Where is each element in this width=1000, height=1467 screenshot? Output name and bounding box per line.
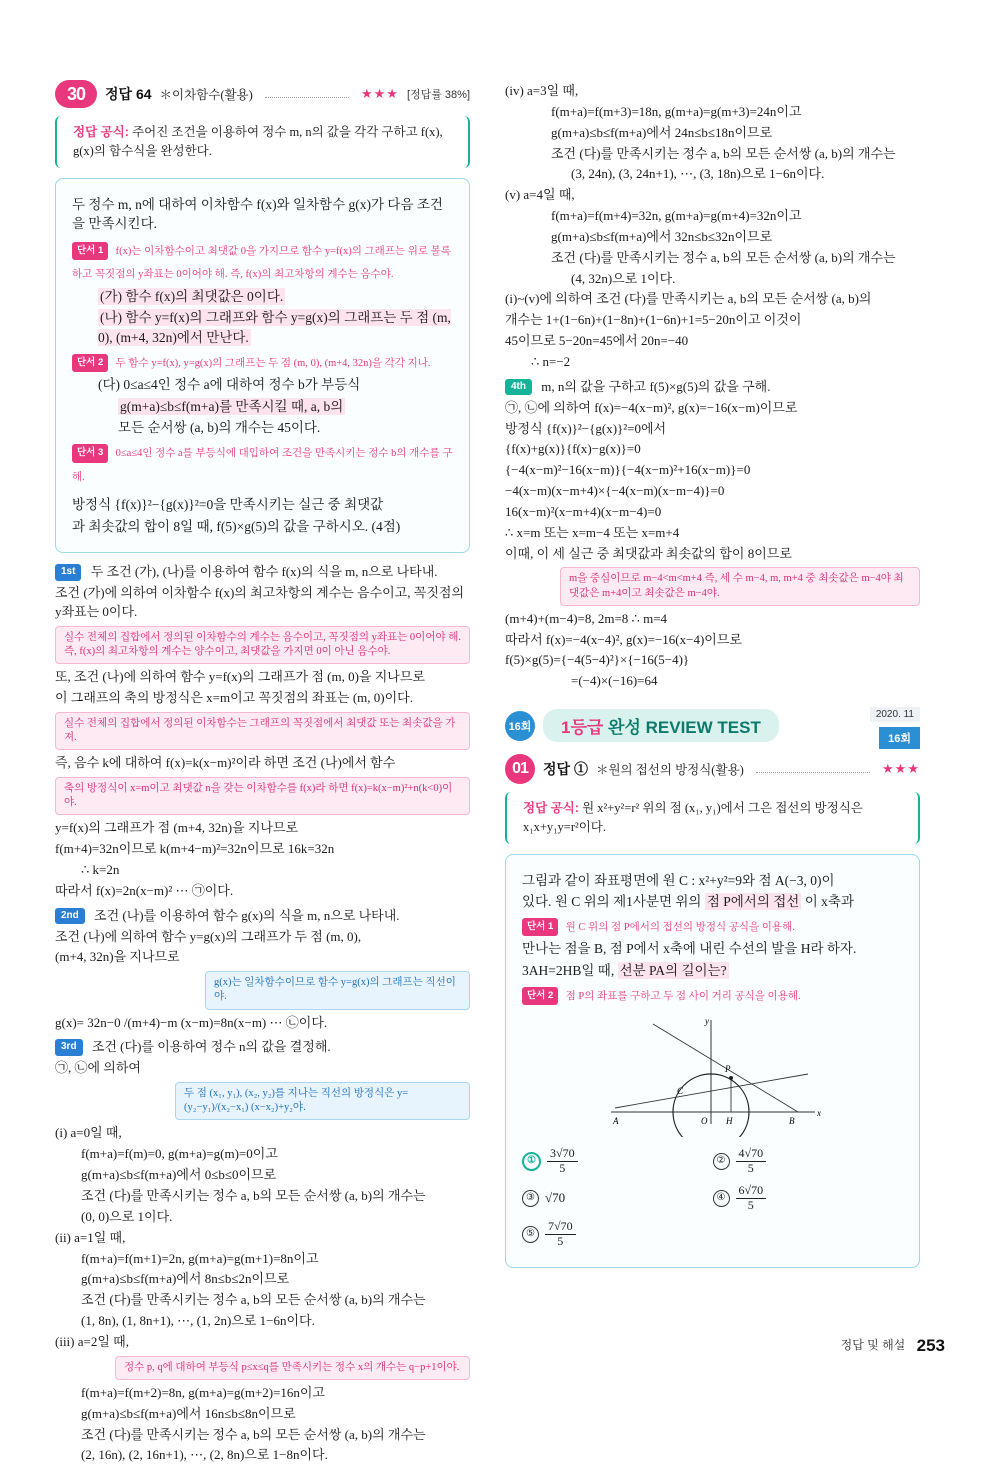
q01-hint-badge-1: 단서 1	[522, 918, 558, 937]
q01-line-4-text: 3AH=2HB일 때,	[522, 962, 615, 978]
topic-label: ＊이차함수(활용)	[159, 88, 253, 102]
choice-2-denominator: 5	[747, 1160, 754, 1175]
step-3	[55, 1038, 470, 1057]
choice-2[interactable]	[713, 1147, 904, 1176]
formula-box-30	[55, 116, 470, 168]
annotation-5: 두 점 (x₁, y₁), (x₂, y₂)를 지나는 직선의 방정식은 y= (y₂−y₁)/(x₂−x₁) (x−x₂)+y₂야.	[175, 1082, 470, 1120]
right-line-2: f(m+a)=f(m+3)=18n, g(m+a)=g(m+3)=24n이고	[551, 103, 802, 119]
choice-4-value	[736, 1184, 767, 1213]
solution-line-21: 조건 (다)를 만족시키는 정수 a, b의 모든 순서쌍 (a, b)의 개수는	[81, 1292, 426, 1308]
right-line-23: (m+4)+(m−4)=8, 2m=8 ∴ m=4	[505, 610, 668, 626]
right-line-18: {−4(x−m)²−16(x−m)}{−4(x−m)²+16(x−m)}=0	[505, 462, 751, 478]
problem-box-01	[505, 854, 920, 1268]
choice-1-denominator: 5	[559, 1160, 566, 1175]
topic-label-01: ＊원의 접선의 방정식(활용)	[595, 763, 744, 778]
q01-line-4-highlight: 선분 PA의 길이는?	[619, 962, 727, 978]
answer-label-01: 정답 ①	[543, 761, 588, 778]
right-line-9: 조건 (다)를 만족시키는 정수 a, b의 모든 순서쌍 (a, b)의 개수는	[551, 249, 896, 265]
solution-line-22: (1, 8n), (1, 8n+1), ⋯, (1, 2n)으로 1−6n이다.	[81, 1313, 315, 1329]
choice-5[interactable]	[522, 1220, 713, 1249]
review-title	[543, 709, 779, 742]
solution-line-7: ∴ k=2n	[81, 862, 120, 878]
choice-2-value	[736, 1147, 767, 1176]
solution-line-5: y=f(x)의 그래프가 점 (m+4, 32n)을 지나므로	[55, 820, 299, 836]
solution-line-20: g(m+a)≤b≤f(m+a)에서 8n≤b≤2n이므로	[81, 1271, 290, 1287]
right-line-25: f(5)×g(5)={−4(5−4)²}×{−16(5−4)}	[505, 652, 690, 668]
dot-leader	[265, 87, 349, 98]
problem-box-30	[55, 178, 470, 554]
right-line-12: 개수는 1+(1−6n)+(1−8n)+(1−6n)+1=5−20n이고 이것이	[505, 312, 802, 328]
hint-text-2: 두 함수 y=f(x), y=g(x)의 그래프는 두 점 (m, 0), (m+4, 32n)을 각각 지나.	[115, 357, 431, 369]
side-round-tab: 16회	[879, 727, 920, 749]
svg-text:x: x	[816, 1108, 821, 1119]
svg-text:A: A	[612, 1116, 618, 1127]
hint-badge-3: 단서 3	[72, 444, 108, 463]
solution-line-14: f(m+a)=f(m)=0, g(m+a)=g(m)=0이고	[81, 1146, 278, 1162]
choice-4[interactable]	[713, 1184, 904, 1213]
answer-label: 정답 64	[105, 86, 152, 102]
right-line-13: 45이므로 5−20n=45에서 20n=−40	[505, 333, 689, 349]
svg-text:O: O	[700, 1116, 707, 1127]
solution-line-26: 조건 (다)를 만족시키는 정수 a, b의 모든 순서쌍 (a, b)의 개수는	[81, 1426, 426, 1442]
right-line-22: 이때, 이 세 실근 중 최댓값과 최솟값의 합이 8이므로	[505, 545, 792, 561]
solution-line-1: 조건 (가)에 의하여 이차함수 f(x)의 최고차항의 계수는 음수이고, 꼭짓점의 y좌표는 0이다.	[55, 585, 465, 619]
svg-text:C: C	[676, 1086, 683, 1097]
right-line-7: f(m+a)=f(m+4)=32n, g(m+a)=g(m+4)=32n이고	[551, 208, 802, 224]
problem-tail-2: 과 최솟값의 합이 8일 때, f(5)×g(5)의 값을 구하시오. (4점)	[72, 518, 401, 534]
correct-rate: [정답률 38%]	[406, 89, 470, 101]
solution-line-12: ㉠, ㉡에 의하여	[55, 1060, 141, 1076]
formula-text-01-a: 원 x²+y²=r² 위의 점 (x₁, y₁)에서 그은 접선의 방정식은	[582, 801, 863, 816]
formula-box-01	[505, 792, 920, 844]
choice-list	[522, 1143, 903, 1253]
svg-text:B: B	[788, 1116, 794, 1127]
choice-5-numerator: 7√70	[545, 1220, 576, 1235]
solution-line-10: (m+4, 32n)을 지나므로	[55, 949, 180, 965]
solution-line-15: g(m+a)≤b≤f(m+a)에서 0≤b≤0이므로	[81, 1167, 277, 1183]
right-line-15: ㉠, ㉡에 의하여 f(x)=−4(x−m)², g(x)=−16(x−m)이므로	[505, 399, 798, 415]
choice-2-numerator: 4√70	[736, 1147, 767, 1162]
solution-line-24: f(m+a)=f(m+2)=8n, g(m+a)=g(m+2)=16n이고	[81, 1384, 326, 1400]
page-footer	[841, 1336, 945, 1356]
right-line-24: 따라서 f(x)=−4(x−4)², g(x)=−16(x−4)이므로	[505, 631, 742, 647]
condition-da-line1: (다) 0≤a≤4인 정수 a에 대하여 정수 b가 부등식	[98, 377, 361, 393]
formula-text: 주어진 조건을 이용하여 정수 m, n의 값을 각각 구하고 f(x), g(x)의 함수식을 완성한다.	[73, 125, 443, 158]
right-line-19: −4(x−m)(x−m+4)×{−4(x−m)(x−m−4)}=0	[505, 483, 725, 499]
step-text-1: 두 조건 (가), (나)를 이용하여 함수 f(x)의 식을 m, n으로 나타내.	[90, 564, 438, 580]
annotation-3: 축의 방정식이 x=m이고 최댓값 n을 갖는 이차함수를 f(x)라 하면 f(x)=k(x−m)²+n(k<0)이야.	[55, 777, 470, 815]
question-01-number-badge: 01	[505, 754, 535, 784]
right-column	[505, 80, 920, 1268]
formula-tag: 정답 공식:	[73, 125, 129, 139]
choice-1-marker[interactable]: ①	[522, 1152, 541, 1171]
condition-da-line3: 모든 순서쌍 (a, b)의 개수는 45이다.	[118, 420, 321, 436]
right-line-26: =(−4)×(−16)=64	[571, 673, 658, 689]
q01-hint-text-1: 원 C 위의 점 P에서의 접선의 방정식 공식을 이용해.	[565, 921, 795, 933]
side-date-tab: 2020. 11	[870, 707, 920, 722]
difficulty-stars-01: ★★★	[882, 761, 920, 777]
solution-line-8: 따라서 f(x)=2n(x−m)² ⋯ ㉠이다.	[55, 882, 234, 898]
formula-text-01-b: x₁x+y₁y=r²이다.	[523, 819, 607, 834]
choice-3-marker[interactable]: ③	[522, 1190, 539, 1207]
condition-ga: (가) 함수 f(x)의 최댓값은 0이다.	[100, 288, 284, 304]
right-line-14: ∴ n=−2	[531, 353, 571, 369]
left-column	[55, 80, 470, 1467]
choice-3[interactable]	[522, 1184, 713, 1213]
solution-line-6: f(m+4)=32n이므로 k(m+4−m)²=32n이므로 16k=32n	[55, 841, 335, 857]
solution-line-19: f(m+a)=f(m+1)=2n, g(m+a)=g(m+1)=8n이고	[81, 1250, 319, 1266]
question-number-badge: 30	[55, 80, 97, 108]
solution-line-9: 조건 (나)에 의하여 함수 y=g(x)의 그래프가 두 점 (m, 0),	[55, 928, 362, 944]
right-line-11: (i)~(v)에 의하여 조건 (다)를 만족시키는 a, b의 모든 순서쌍 (a, b)의	[505, 291, 872, 307]
difficulty-stars: ★★★	[360, 86, 399, 101]
step-badge-2: 2nd	[55, 908, 85, 925]
hint-text-1: f(x)는 이차함수이고 최댓값 0을 가지므로 함수 y=f(x)의 그래프는 위로 볼록하고 꼭짓점의 y좌표는 0이어야 해. 즉, f(x)의 최고차항의 계수는 음수야.	[72, 245, 451, 281]
right-line-5: (3, 24n), (3, 24n+1), ⋯, (3, 18n)으로 1−6n이다.	[571, 166, 825, 182]
q01-hint-badge-2: 단서 2	[522, 987, 558, 1006]
svg-text:P: P	[724, 1064, 730, 1075]
step-text-4: m, n의 값을 구하고 f(5)×g(5)의 값을 구해.	[541, 378, 771, 394]
svg-text:y: y	[704, 1016, 709, 1027]
hint-badge-1: 단서 1	[72, 242, 108, 261]
q01-line-2-text: 있다. 원 C 위의 제1사분면 위의	[522, 894, 702, 910]
right-line-10: (4, 32n)으로 1이다.	[571, 270, 676, 286]
right-line-20: 16(x−m)²(x−m+4)(x−m−4)=0	[505, 503, 662, 519]
right-line-17: {f(x)+g(x)}{f(x)−g(x)}=0	[505, 441, 641, 457]
solution-line-11: g(x)= 32n−0 /(m+4)−m (x−m)=8n(x−m) ⋯ ㉡이다.	[55, 1014, 328, 1030]
question-30-header	[55, 80, 470, 108]
q01-line-2-end: 이 x축과	[804, 894, 854, 910]
right-line-8: g(m+a)≤b≤f(m+a)에서 32n≤b≤32n이므로	[551, 228, 773, 244]
right-line-3: g(m+a)≤b≤f(m+a)에서 24n≤b≤18n이므로	[551, 124, 773, 140]
svg-text:H: H	[725, 1116, 732, 1127]
hint-badge-2: 단서 2	[72, 354, 108, 373]
step-text-3: 조건 (다)를 이용하여 정수 n의 값을 결정해.	[91, 1039, 331, 1055]
condition-da-line2: g(m+a)≤b≤f(m+a)를 만족시킬 때, a, b의	[120, 398, 344, 414]
footer-label: 정답 및 해설	[840, 1338, 906, 1352]
right-line-21: ∴ x=m 또는 x=m−4 또는 x=m+4	[505, 524, 680, 540]
solution-line-23: (iii) a=2일 때,	[55, 1333, 129, 1349]
annotation-2: 실수 전체의 집합에서 정의된 이차함수는 그래프의 꼭짓점에서 최댓값 또는 최솟값을 가져.	[55, 712, 470, 750]
formula-tag-01: 정답 공식:	[523, 801, 579, 816]
annotation-right: m을 중심이므로 m−4<m<m+4 즉, 세 수 m−4, m, m+4 중 최솟값은 m−4야 최댓값은 m+4이고 최솟값은 m−4야.	[560, 567, 920, 605]
step-text-2: 조건 (나)를 이용하여 함수 g(x)의 식을 m, n으로 나타내.	[94, 907, 400, 923]
review-test-banner	[505, 709, 920, 746]
solution-line-4: 즉, 음수 k에 대하여 f(x)=k(x−m)²이라 하면 조건 (나)에서 함수	[55, 755, 396, 771]
problem-line-1: 두 정수 m, n에 대하여 이차함수 f(x)와 일차함수 g(x)가 다음 조건을 만족시킨다.	[72, 196, 443, 232]
annotation-4: g(x)는 일차함수이므로 함수 y=g(x)의 그래프는 직선이야.	[205, 971, 470, 1009]
page-number: 253	[916, 1336, 945, 1355]
step-4	[505, 378, 920, 397]
choice-2-marker[interactable]: ②	[713, 1153, 730, 1170]
q01-line-2	[522, 892, 903, 912]
solution-line-3: 이 그래프의 축의 방정식은 x=m이고 꼭짓점의 좌표는 (m, 0)이다.	[55, 689, 413, 705]
choice-5-marker[interactable]: ⑤	[522, 1226, 539, 1243]
choice-3-value: √70	[545, 1189, 566, 1205]
choice-5-value	[545, 1220, 576, 1249]
choice-1-value	[547, 1147, 578, 1176]
review-round-badge: 16회	[505, 711, 535, 741]
choice-5-denominator: 5	[557, 1234, 564, 1249]
right-line-1: (iv) a=3일 때,	[505, 83, 579, 98]
q01-line-4	[522, 961, 903, 981]
choice-4-numerator: 6√70	[736, 1184, 767, 1199]
q01-line-1: 그림과 같이 좌표평면에 원 C : x²+y²=9와 점 A(−3, 0)이	[522, 872, 835, 888]
choice-4-marker[interactable]: ④	[713, 1190, 730, 1207]
review-title-highlight: 1등급	[561, 718, 604, 738]
condition-na: (나) 함수 y=f(x)의 그래프와 함수 y=g(x)의 그래프는 두 점 (m, 0), (m+4, 32n)에서 만난다.	[98, 310, 451, 345]
circle-tangent-figure	[593, 1012, 833, 1137]
annotation-6: 정수 p, q에 대하여 부등식 p≤x≤q를 만족시키는 정수 x의 개수는 q−p+1이야.	[115, 1356, 470, 1380]
step-badge-3: 3rd	[55, 1039, 83, 1056]
choice-1[interactable]	[522, 1147, 713, 1176]
dot-leader-01	[756, 762, 870, 773]
review-title-rest: 완성 REVIEW TEST	[608, 718, 761, 738]
annotation-1: 실수 전체의 집합에서 정의된 이차함수의 계수는 음수이고, 꼭짓점의 y좌표는 0이어야 해. 즉, f(x)의 최고차항의 계수는 양수이고, 최댓값을 가지면 0이 아닌 음수야.	[55, 626, 470, 664]
solution-line-13: (i) a=0일 때,	[55, 1125, 122, 1141]
step-badge-1: 1st	[55, 564, 81, 581]
figure-container	[522, 1012, 903, 1137]
problem-tail-1: 방정식 {f(x)}²−{g(x)}²=0을 만족시키는 실근 중 최댓값	[72, 497, 384, 513]
choice-4-denominator: 5	[747, 1197, 754, 1212]
solution-line-17: (0, 0)으로 1이다.	[81, 1208, 173, 1224]
solution-line-27: (2, 16n), (2, 16n+1), ⋯, (2, 8n)으로 1−8n이다.	[81, 1447, 328, 1463]
q01-line-3: 만나는 점을 B, 점 P에서 x축에 내린 수선의 발을 H라 하자.	[522, 941, 857, 957]
solution-line-16: 조건 (다)를 만족시키는 정수 a, b의 모든 순서쌍 (a, b)의 개수는	[81, 1188, 426, 1203]
step-2	[55, 907, 470, 926]
right-line-16: 방정식 {f(x)}²−{g(x)}²=0에서	[505, 420, 667, 436]
solution-line-2: 또, 조건 (나)에 의하여 함수 y=f(x)의 그래프가 점 (m, 0)을 지나므로	[55, 669, 425, 685]
hint-text-3: 0≤a≤4인 정수 a를 부등식에 대입하여 조건을 만족시키는 정수 b의 개수를 구해.	[72, 447, 453, 483]
choice-1-numerator: 3√70	[547, 1147, 578, 1162]
q01-line-2-highlight: 점 P에서의 접선	[706, 894, 800, 910]
solution-line-18: (ii) a=1일 때,	[55, 1229, 126, 1245]
right-line-4: 조건 (다)를 만족시키는 정수 a, b의 모든 순서쌍 (a, b)의 개수는	[551, 145, 896, 161]
step-1	[55, 563, 470, 582]
solution-line-25: g(m+a)≤b≤f(m+a)에서 16n≤b≤8n이므로	[81, 1405, 296, 1421]
question-01-header	[505, 754, 920, 784]
q01-hint-text-2: 점 P의 좌표를 구하고 두 점 사이 거리 공식을 이용해.	[565, 990, 801, 1002]
right-line-6: (v) a=4일 때,	[505, 187, 575, 203]
step-badge-4: 4th	[505, 379, 532, 396]
